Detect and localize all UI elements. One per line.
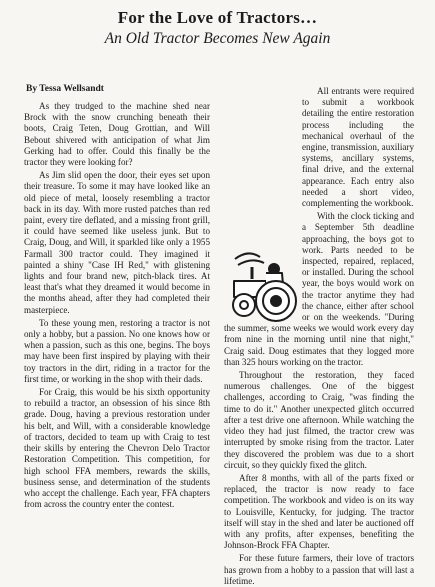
left-paragraph-2: As Jim slid open the door, their eyes set upon their treasure. To some it may have looked like an old piece of metal, loosely resembling a tractor back in its day. With more rusted patches than red paint, every tire deflated, and a missing front grill, it could have seemed like useless junk. But to Craig, Doug, and Will, it sparkled like only a 1955 Farmall 300 tractor could. They imagined it painted a shiny "Case IH Red," with glistening lights and four brand new, pitch-black tires. At least that's what they dreamed it would become in the months ahead, after they had completed their masterpiece. (24, 170, 210, 315)
tractor-clipart-icon (208, 243, 304, 335)
left-paragraph-4: For Craig, this would be his sixth opportunity to rebuild a tractor, an obsession of his since 8th grade. Doug, having a previous restoration under his belt, and Will, with a considerable knowledge of tractors, decided to team up with Craig to test their skills by entering the Chevron Delo Tractor Restoration Competition. This competition, for high school FFA members, rewards the skills, business sense, and determination of the students who accept the challenge. Each year, FFA chapters from across the country enter the contest. (24, 387, 210, 510)
right-paragraph-4: After 8 months, with all of the parts fixed or replaced, the tractor is now ready to face competition. The workbook and video is on its way to Louisville, Kentucky, for judging. The tractor itself will stay in the shed and later be auctioned off with any profits, after expenses, benefiting the Johnson-Brock FFA Chapter. (224, 472, 414, 551)
right-paragraph-5: For these future farmers, their love of tractors has grown from a hobby to a passion that will last a lifetime. (224, 553, 414, 586)
right-paragraph-1: All entrants were required to submit a workbook detailing the entire restoration process including the mechanical overhaul of the engine, transmission, auxiliary systems, ancillary systems, final drive, and the external appearance. Each entry also needed a short video, complementing the workbook. (302, 86, 414, 209)
left-column (24, 101, 210, 571)
article-subtitle: An Old Tractor Becomes New Again (104, 30, 331, 47)
right-paragraph-2: With the clock ticking and a September 5th deadline approaching, the boys got to work. Parts needed to be inspected, repaired, replaced, or installed. During the school year, the boys would work on the tractor anytime they had the chance, either after school or on the weekends. "During the summer, some weeks we would work every day from nine in the morning until nine that night," Craig said. Doug estimates that they logged more than 325 hours working on the tractor. (224, 211, 414, 367)
left-paragraph-3: To these young men, restoring a tractor is not only a hobby, but a passion. No one knows how or when a passion, such as this one, begins. The boys may have been first inspired by playing with their toy tractors in the dirt, riding in a tractor for the first time, or working in the shop with their dads. (24, 317, 210, 384)
right-paragraph-3: Throughout the restoration, they faced numerous challenges. One of the biggest challenges, according to Craig, "was finding the time to do it." Another unexpected glitch occurred after a test drive one afternoon. While watching the video they had just filmed, the tractor crew was interrupted by smoke rising from the tractor. Later they discovered the problem was due to a short circuit, so they quickly fixed the glitch. (224, 370, 414, 470)
steam-puff-icon (235, 253, 260, 259)
byline: By Tessa Wellsandt (26, 84, 104, 94)
article-title: For the Love of Tractors… (117, 8, 318, 27)
left-paragraph-1: As they trudged to the machine shed near Brock with the snow crunching beneath their boots, Craig Teten, Doug Grottian, and Will Bebout shivered with anticipation of what Jim Gerking had to offer. Could this finally be the tractor they were looking for? (24, 101, 210, 168)
